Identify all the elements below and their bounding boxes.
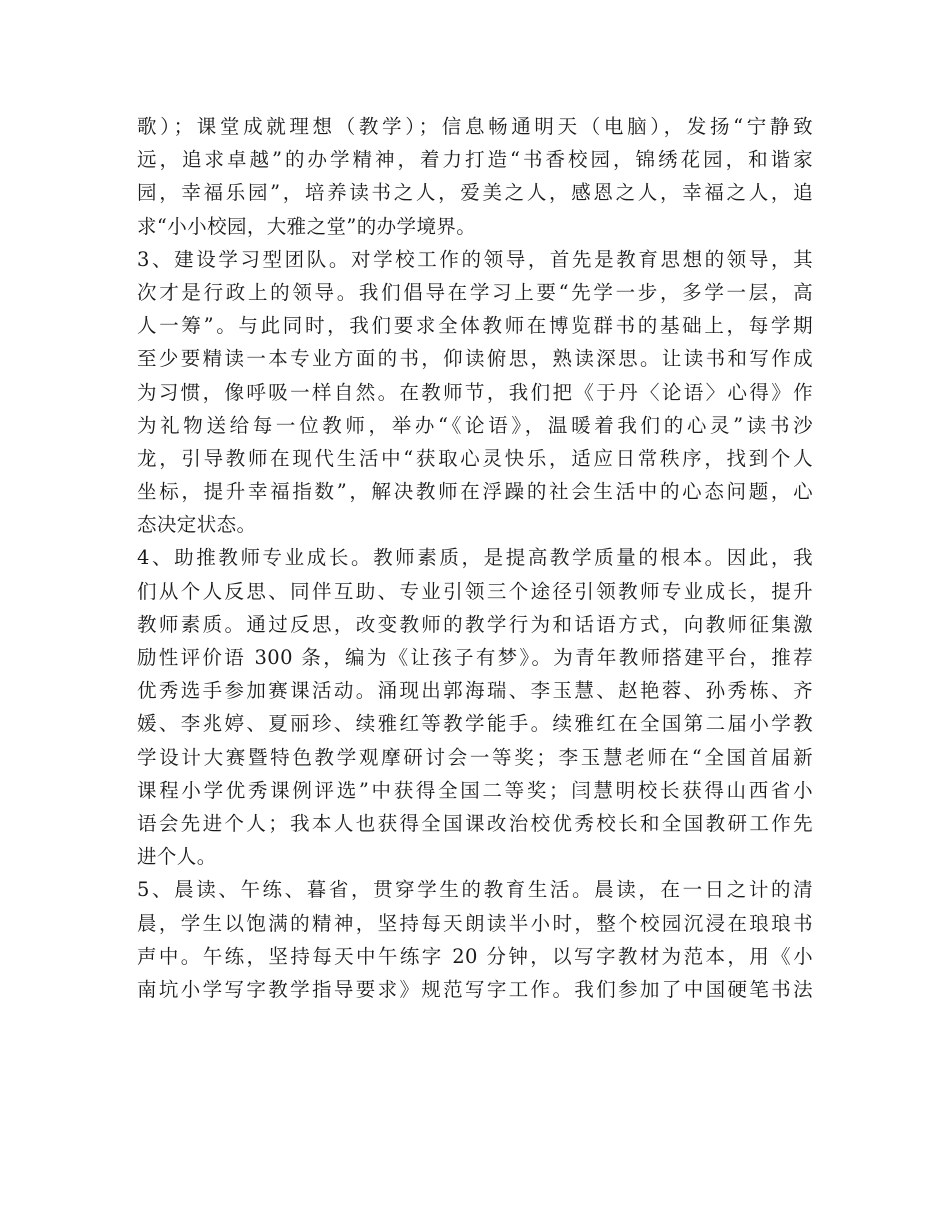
text-line: 为习惯，像呼吸一样自然。在教师节，我们把《于丹〈论语〉心得》作 [137,380,813,404]
text-line: 为礼物送给每一位教师，举办“《论语》，温暖着我们的心灵”读书沙 [137,413,813,437]
text-line: 励性评价语 300 条，编为《让孩子有梦》。为青年教师搭建平台，推荐 [137,646,813,669]
text-line: 求“小小校园，大雅之堂”的办学境界。 [137,214,477,238]
text-line: 媛、李兆婷、夏丽珍、续雅红等教学能手。续雅红在全国第二届小学教 [137,712,813,736]
text-line: 声中。午练，坚持每天中午练字 20 分钟，以写字教材为范本，用《小 [137,944,813,968]
text-line: 课程小学优秀课例评选”中获得全国二等奖；闫慧明校长获得山西省小 [137,778,813,802]
text-line: 人一筹”。与此同时，我们要求全体教师在博览群书的基础上，每学期 [137,314,813,338]
text-line: 态决定状态。 [137,513,257,537]
text-line: 次才是行政上的领导。我们倡导在学习上要“先学一步，多学一层，高 [137,280,813,304]
text-line: 南坑小学写字教学指导要求》规范写字工作。我们参加了中国硬笔书法 [137,977,813,1001]
text-line: 3、建设学习型团队。对学校工作的领导，首先是教育思想的领导，其 [137,247,813,271]
text-line: 龙，引导教师在现代生活中“获取心灵快乐，适应日常秩序，找到个人 [137,446,813,470]
text-line: 至少要精读一本专业方面的书，仰读俯思，熟读深思。让读书和写作成 [137,347,813,371]
text-line: 进个人。 [137,845,217,869]
body-text [137,110,813,1006]
text-line: 教师素质。通过反思，改变教师的教学行为和话语方式，向教师征集激 [137,612,813,636]
text-line: 优秀选手参加赛课活动。涌现出郭海瑞、李玉慧、赵艳蓉、孙秀栋、齐 [137,679,813,703]
text-line: 们从个人反思、同伴互助、专业引领三个途径引领教师专业成长，提升 [137,579,813,603]
text-line: 4、助推教师专业成长。教师素质，是提高教学质量的根本。因此，我 [137,546,813,570]
text-line: 园，幸福乐园”，培养读书之人，爱美之人，感恩之人，幸福之人，追 [137,181,813,205]
text-line: 5、晨读、午练、暮省，贯穿学生的教育生活。晨读，在一日之计的清 [137,878,813,902]
text-line: 远，追求卓越”的办学精神，着力打造“书香校园，锦绣花园，和谐家 [137,148,813,172]
text-line: 歌）；课堂成就理想（教学）；信息畅通明天（电脑），发扬“宁静致 [137,115,813,138]
text-line: 晨，学生以饱满的精神，坚持每天朗读半小时，整个校园沉浸在琅琅书 [137,911,813,935]
text-line: 语会先进个人；我本人也获得全国课改治校优秀校长和全国教研工作先 [137,811,813,835]
text-line: 学设计大赛暨特色教学观摩研讨会一等奖；李玉慧老师在“全国首届新 [137,745,813,769]
text-line: 坐标，提升幸福指数”，解决教师在浮躁的社会生活中的心态问题，心 [137,480,813,504]
